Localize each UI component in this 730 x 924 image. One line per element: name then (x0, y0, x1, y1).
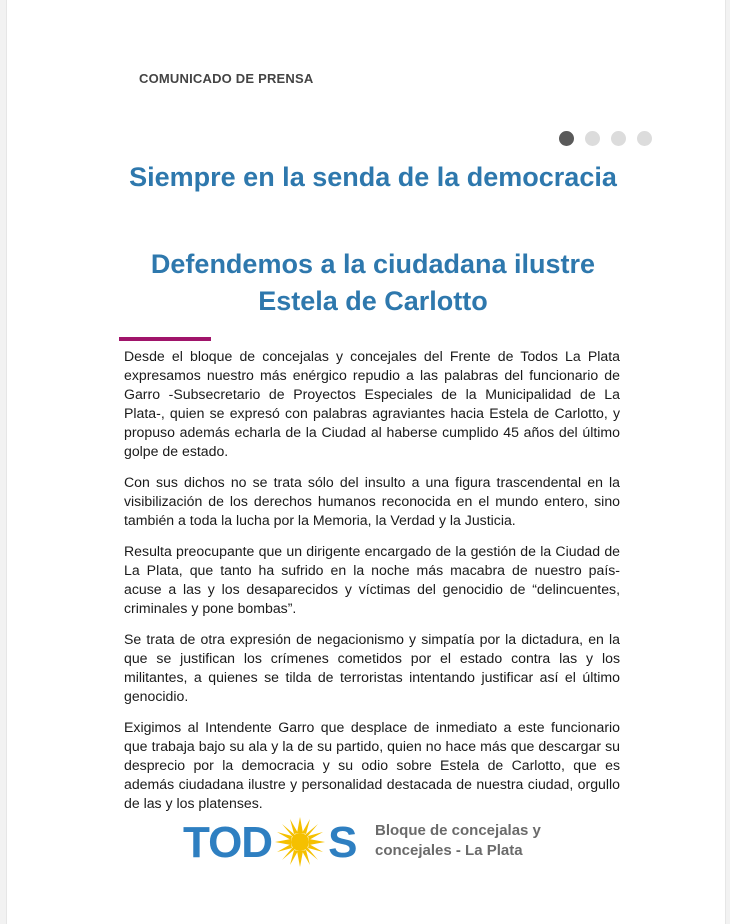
press-release-page (6, 0, 726, 924)
sun-icon (274, 816, 326, 868)
carousel-dot[interactable] (637, 131, 652, 146)
headline-primary: Siempre en la senda de la democracia (129, 162, 617, 192)
footer-caption-line: concejales - La Plata (375, 842, 523, 859)
carousel-indicator (559, 131, 652, 146)
footer-caption-line: Bloque de concejalas y (375, 822, 541, 839)
carousel-dot[interactable] (559, 131, 574, 146)
logo-text-right: S (328, 818, 357, 867)
todos-logo (183, 815, 363, 871)
carousel-dot[interactable] (585, 131, 600, 146)
footer-caption (375, 821, 585, 861)
header-label: COMUNICADO DE PRENSA (139, 71, 314, 86)
logo-text-left: TOD (183, 818, 273, 867)
body-paragraph: Se trata de otra expresión de negacionismo y simpatía por la dictadura, en la que se justifican los crímenes cometidos por el estado contra las y los militantes, a quienes se tilda de terroristas intentando justificar así el último genocidio. (124, 631, 620, 704)
headline-secondary: Defendemos a la ciudadana ilustre Estela de Carlotto (150, 249, 596, 316)
press-release-body (124, 347, 620, 825)
accent-divider (119, 337, 211, 341)
body-paragraph: Con sus dichos no se trata sólo del insulto a una figura trascendental en la visibilización de los derechos humanos reconocida en el mundo entero, sino también a toda la lucha por la Memoria, la Verdad y la Justicia. (124, 474, 620, 528)
carousel-dot[interactable] (611, 131, 626, 146)
body-paragraph: Resulta preocupante que un dirigente encargado de la gestión de la Ciudad de La Plata, que tanto ha sufrido en la noche más macabra de nuestro país- acuse a las y los desaparecidos y víctimas del genocidio de “delincuentes, criminales y pone bombas”. (124, 543, 620, 616)
body-paragraph: Exigimos al Intendente Garro que desplace de inmediato a este funcionario que trabaja bajo su ala y la de su partido, quien no hace más que descargar su desprecio por la democracia y su odio sobre Estela de Carlotto, que es además ciudadana ilustre y personalidad destacada de nuestra ciudad, orgullo de las y los platenses. (124, 719, 620, 811)
body-paragraph: Desde el bloque de concejalas y concejales del Frente de Todos La Plata expresamos nuestro más enérgico repudio a las palabras del funcionario de Garro -Subsecretario de Proyectos Especiales de la Municipalidad de La Plata-, quien se expresó con palabras agraviantes hacia Estela de Carlotto, y propuso además echarla de la Ciudad al haberse cumplido 45 años del último golpe de estado. (124, 348, 620, 459)
